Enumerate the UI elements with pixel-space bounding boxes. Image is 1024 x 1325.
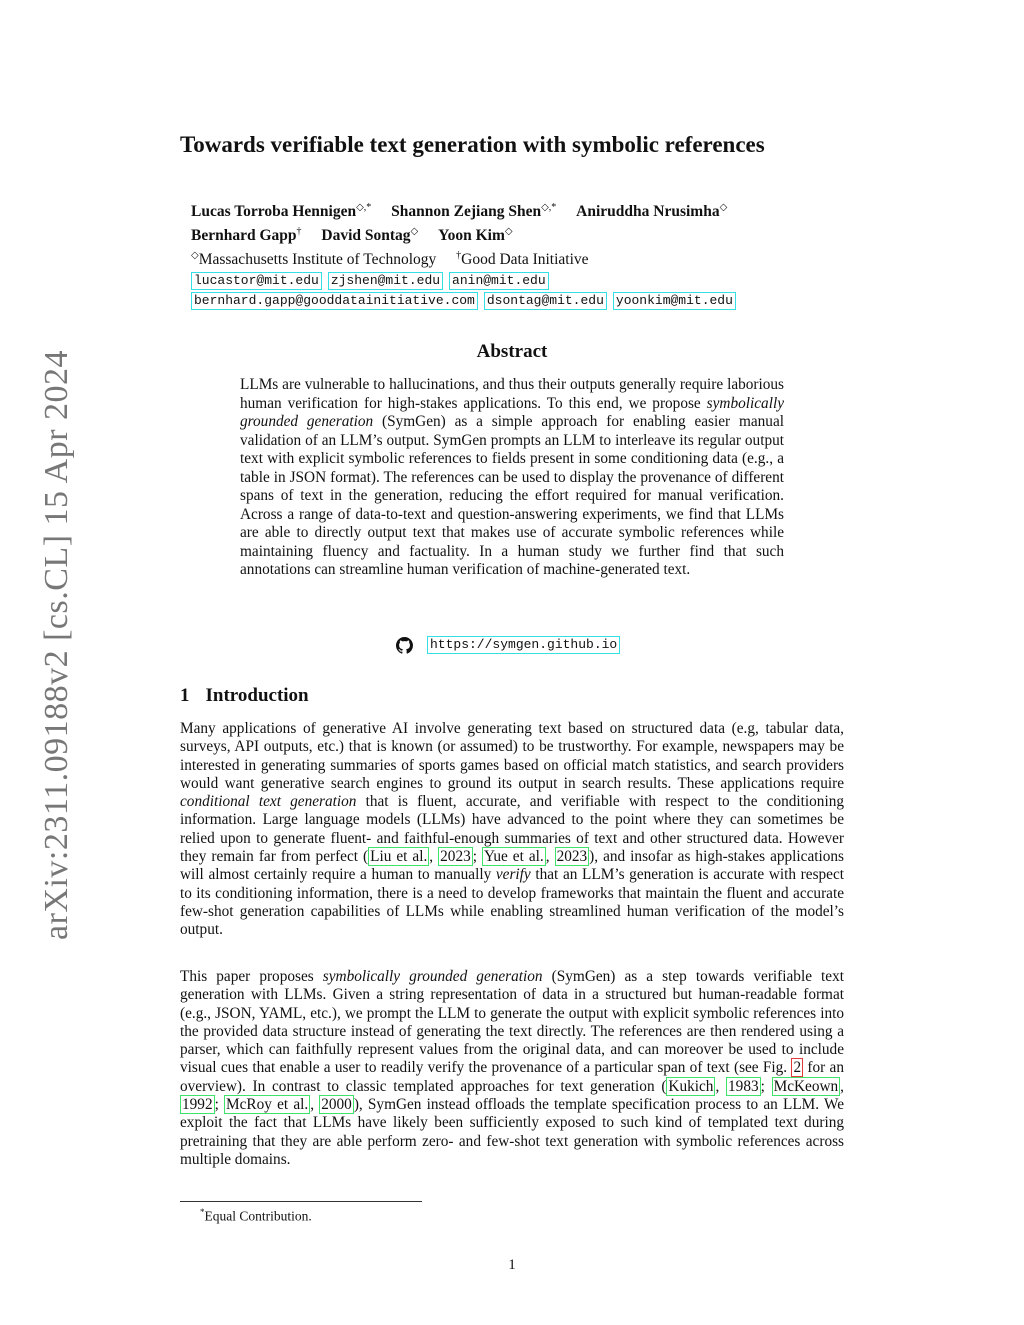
body-text: Many applications of generative AI involve generating text based on structured data (e.g, tabular data, surveys, API outputs, etc.) that is known (or assumed) to be trustworthy. For example, newspapers may be interested in generating summaries of sports games based on official match statistics, and search providers would want generative search engines to ground its output in search results. These applications require (180, 720, 844, 792)
citation-year-link[interactable]: 1983 (728, 1077, 759, 1095)
citation-year-link[interactable]: 2023 (556, 848, 588, 866)
section-heading (180, 685, 309, 707)
body-text: (SymGen) as a step towards verifiable text generation with LLMs. Given a string representation of data in a structured but human-readable format (e.g., JSON, YAML, etc.), we prompt the LLM to generate the output with explicit symbolic references into the provided data structure instead of generating the text directly. The references are then rendered using a parser, which can faithfully represent values from the original data, and can moreover be used to include visual cues that enable a user to readily verify the provenance of a particular span of text (see Fig. (180, 968, 844, 1077)
intro-paragraph-1: Many applications of generative AI involve generating text based on structured data (e.g, tabular data, surveys, API outputs, etc.) that is known (or assumed) to be trustworthy. For example, newspapers may be interested in generating summaries of sports games based on official match statistics, and search providers would want generative search engines to ground its output in search results. These applications require conditional text generation that is fluent, accurate, and verifiable with respect to the conditioning information. Large language models (LLMs) have advanced to the point where they can sometimes be relied upon to generate fluent- and faithful-enough summaries of text and other structured data. However they remain far from perfect ( Liu et al. , 2023 ; Yue et al. , 2023 ), and insofar as high-stakes applications will almost certainly require a human to manually verify that an LLM’s generation is accurate with respect to its conditioning information, there is a need to develop frameworks that maintain the fluent and accurate few-shot generation capabilities of LLMs while enabling streamlined human verification of the model’s output. (180, 720, 845, 939)
affiliation: Massachusetts Institute of Technology (198, 251, 437, 269)
author-mark: ◇,* (541, 202, 557, 213)
affiliation: Good Data Initiative (461, 251, 589, 269)
email-line-2 (191, 290, 831, 310)
author-name: Shannon Zejiang Shen (391, 203, 542, 221)
footnote-rule (180, 1201, 422, 1202)
author-name: Aniruddha Nrusimha (576, 203, 720, 221)
author-name: Lucas Torroba Hennigen (191, 203, 357, 221)
project-link-row (396, 636, 626, 654)
citation-year-link[interactable]: 1992 (182, 1096, 213, 1114)
author-name: Yoon Kim (438, 227, 505, 245)
footnote-mark: * (200, 1207, 205, 1217)
citation-separator: ; (472, 848, 482, 866)
figure-ref-link[interactable]: 2 (793, 1059, 802, 1077)
body-text: that an LLM’s generation is accurate with respect to its conditioning information, there is a need to develop frameworks that maintain the fluent and accurate few-shot generation capabilities of LLMs while enabling streamlined human verification of the model’s output. (180, 866, 844, 939)
author-mark: ◇ (719, 202, 728, 213)
email-link[interactable]: yoonkim@mit.edu (613, 292, 736, 310)
github-icon (396, 637, 413, 654)
body-emphasis: symbolically grounded generation (322, 968, 543, 985)
abstract-text: (SymGen) as a simple approach for enabling easier manual validation of an LLM’s output. SymGen prompts an LLM to interleave its regular output text with explicit symbolic references to fields present in some conditioning data (e.g., a table in JSON format). The references can be used to display the provenance of different spans of text in the generation, reducing the effort required for manual verification. Across a range of data-to-text and question-answering experiments, we find that LLMs are able to directly output text that makes use of accurate symbolic references while maintaining fluency and factuality. In a human study we further find that such annotations can streamline human verification of machine-generated text. (240, 413, 784, 578)
abstract-emphasis: symbolically grounded generation (240, 394, 784, 430)
email-link[interactable]: anin@mit.edu (449, 272, 549, 290)
footnote (200, 1207, 312, 1225)
citation-link[interactable]: Yue et al. (484, 848, 544, 866)
author-mark: † (296, 226, 302, 238)
email-link[interactable]: lucastor@mit.edu (191, 272, 322, 290)
author-name: David Sontag (321, 227, 411, 245)
body-text: ), and insofar as high-stakes applications will almost certainly require a human to manually (180, 848, 845, 884)
affiliation-mark: † (456, 250, 462, 262)
abstract-body (240, 376, 784, 580)
footnote-text: Equal Contribution. (204, 1208, 312, 1224)
body-text: for an overview). In contrast to classic templated approaches for text generation ( (180, 1059, 844, 1095)
citation-separator: ; (760, 1077, 772, 1095)
citation-link[interactable]: McKeown (773, 1077, 839, 1095)
paper-title: Towards verifiable text generation with symbolic references (180, 132, 765, 157)
body-text: that is fluent, accurate, and verifiable with respect to the conditioning information. Large language models (LLMs) have advanced to the point where they can sometimes be relied upon to generate fluent- and faithful-enough summaries of text and other structured data. However they remain far from perfect ( (180, 793, 845, 866)
author-line-2 (191, 222, 831, 246)
author-mark: ◇,* (356, 202, 372, 213)
section-number: 1 (180, 685, 190, 706)
author-mark: ◇ (410, 226, 419, 238)
author-line-1 (191, 198, 831, 222)
citation-link[interactable]: Liu et al. (370, 848, 428, 866)
author-name: Bernhard Gapp (191, 227, 297, 245)
body-emphasis: conditional text generation (180, 793, 357, 811)
body-text: This paper proposes (180, 968, 323, 985)
author-block (191, 198, 831, 310)
project-url-link[interactable]: https://symgen.github.io (427, 636, 620, 654)
body-emphasis: verify (495, 866, 531, 884)
email-link[interactable]: bernhard.gapp@gooddatainitiative.com (191, 292, 478, 310)
affiliation-line (191, 246, 831, 270)
email-link[interactable]: dsontag@mit.edu (484, 292, 607, 310)
citation-separator: ; (214, 1096, 225, 1114)
intro-paragraph-2: This paper proposes symbolically grounded generation (SymGen) as a step towards verifiable text generation with LLMs. Given a string representation of data in a structured but human-readable format (e.g., JSON, YAML, etc.), we prompt the LLM to generate the output with explicit symbolic references into the provided data structure instead of generating the text directly. The references are then rendered using a parser, which can faithfully represent values from the original data, and can moreover be used to include visual cues that enable a user to readily verify the provenance of a particular span of text (see Fig. 2 for an overview). In contrast to classic templated approaches for text generation ( Kukich , 1983 ; McKeown , 1992 ; McRoy et al. , 2000 ), SymGen instead offloads the template specification process to an LLM. We exploit the fact that LLMs have likely been sufficiently exposed to such kind of templated text during pretraining that they are able perform zero- and few-shot text generation with symbolic references across multiple domains. (180, 968, 844, 1168)
citation-year-link[interactable]: 2023 (440, 848, 471, 866)
citation-link[interactable]: Kukich (668, 1077, 714, 1095)
email-line-1 (191, 270, 831, 290)
citation-link[interactable]: McRoy et al. (226, 1096, 309, 1114)
page-number: 1 (508, 1257, 516, 1273)
author-mark: ◇ (504, 226, 513, 238)
section-title: Introduction (205, 685, 309, 706)
arxiv-stamp: arXiv:2311.09188v2 [cs.CL] 15 Apr 2024 (38, 349, 75, 940)
abstract-heading: Abstract (476, 341, 548, 362)
affiliation-mark: ◇ (191, 250, 199, 262)
citation-year-link[interactable]: 2000 (321, 1096, 352, 1114)
body-text: ), SymGen instead offloads the template specification process to an LLM. We exploit the fact that LLMs have likely been sufficiently exposed to such kind of templated text during pretraining that they are able perform zero- and few-shot text generation with symbolic references across multiple domains. (180, 1096, 844, 1168)
abstract-text: LLMs are vulnerable to hallucinations, and thus their outputs generally require laborious human verification for high-stakes applications. To this end, we propose (240, 376, 784, 412)
email-link[interactable]: zjshen@mit.edu (328, 272, 443, 290)
